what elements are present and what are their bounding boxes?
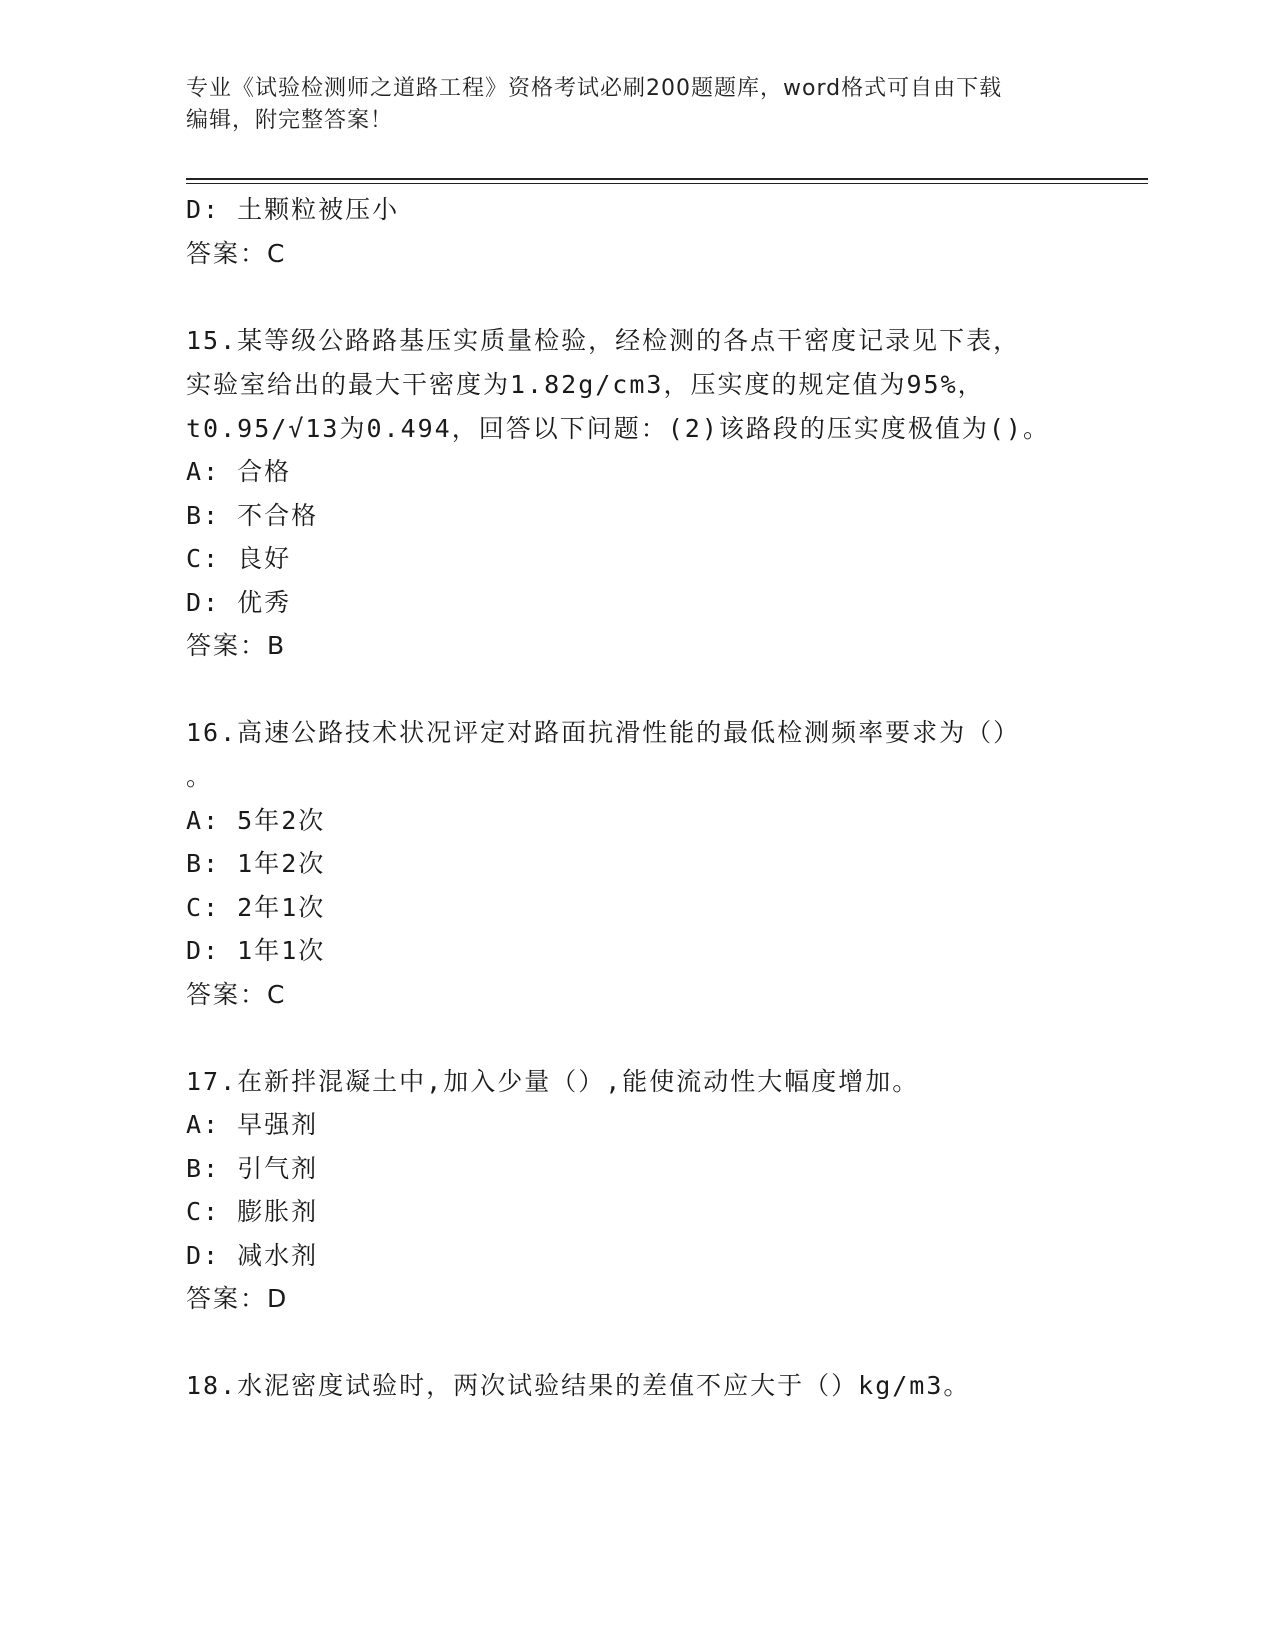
q15-answer: 答案：B — [186, 631, 287, 660]
q16-option-d: D: 1年1次 — [186, 936, 326, 965]
q16-option-c: C: 2年1次 — [186, 893, 326, 922]
document-header — [186, 73, 1086, 137]
q15-stem-line-1: 15.某等级公路路基压实质量检验，经检测的各点干密度记录见下表， — [186, 326, 1021, 355]
q15-option-d: D: 优秀 — [186, 588, 292, 617]
q16-option-a: A: 5年2次 — [186, 806, 326, 835]
q18-stem-line-1: 18.水泥密度试验时，两次试验结果的差值不应大于（）kg/m3。 — [186, 1371, 971, 1400]
header-divider-thin — [186, 183, 1148, 184]
q15-option-a: A: 合格 — [186, 457, 292, 486]
q15-stem-line-2: 实验室给出的最大干密度为1.82g/cm3，压实度的规定值为95%， — [186, 370, 985, 399]
q14-option-d: D: 土颗粒被压小 — [186, 195, 400, 224]
q17-answer: 答案：D — [186, 1284, 289, 1313]
q15-stem-line-3: t0.95/√13为0.494，回答以下问题：(2)该路段的压实度极值为()。 — [186, 414, 1050, 443]
q16-stem-line-1: 16.高速公路技术状况评定对路面抗滑性能的最低检测频率要求为（） — [186, 718, 1021, 747]
q17-option-b: B: 引气剂 — [186, 1154, 319, 1183]
q16-answer: 答案：C — [186, 980, 287, 1009]
q14-answer: 答案：C — [186, 239, 287, 268]
q16-option-b: B: 1年2次 — [186, 849, 326, 878]
q15-option-c: C: 良好 — [186, 544, 292, 573]
q16-stem-line-2: 。 — [186, 762, 214, 791]
q15-option-b: B: 不合格 — [186, 501, 319, 530]
q17-option-a: A: 早强剂 — [186, 1110, 319, 1139]
q17-option-c: C: 膨胀剂 — [186, 1197, 319, 1226]
q17-option-d: D: 减水剂 — [186, 1241, 319, 1270]
header-line-1: 专业《试验检测师之道路工程》资格考试必刷200题题库，word格式可自由下载 — [186, 76, 1003, 101]
q17-stem-line-1: 17.在新拌混凝土中,加入少量（）,能使流动性大幅度增加。 — [186, 1067, 920, 1096]
header-line-2: 编辑，附完整答案！ — [186, 108, 394, 133]
header-divider-thick — [186, 178, 1148, 180]
